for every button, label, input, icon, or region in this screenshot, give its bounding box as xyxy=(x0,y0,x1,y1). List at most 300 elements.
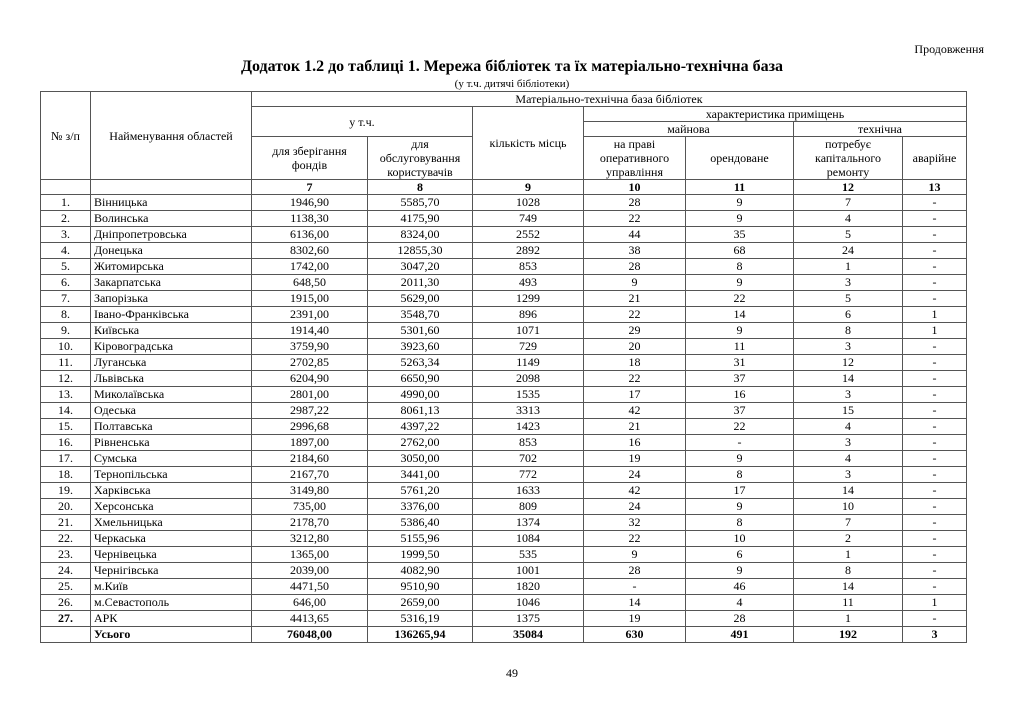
row-number: 5. xyxy=(41,259,91,275)
operational-count: 38 xyxy=(584,243,686,259)
service-area: 5316,19 xyxy=(368,611,473,627)
column-index: 7 xyxy=(252,180,368,195)
table-row xyxy=(41,291,967,307)
row-number: 2. xyxy=(41,211,91,227)
table-row xyxy=(41,195,967,211)
region-name: м.Київ xyxy=(91,579,252,595)
row-number: 9. xyxy=(41,323,91,339)
repair-count: 5 xyxy=(794,227,903,243)
seats-count: 1149 xyxy=(473,355,584,371)
header-seats: кількість місць xyxy=(473,107,584,180)
service-area: 5386,40 xyxy=(368,515,473,531)
storage-area: 1365,00 xyxy=(252,547,368,563)
service-area: 3050,00 xyxy=(368,451,473,467)
emergency-count: - xyxy=(903,563,967,579)
repair-count: 12 xyxy=(794,355,903,371)
column-index: 9 xyxy=(473,180,584,195)
service-area: 5585,70 xyxy=(368,195,473,211)
emergency-count: - xyxy=(903,275,967,291)
seats-count: 2892 xyxy=(473,243,584,259)
repair-count: 2 xyxy=(794,531,903,547)
storage-area: 76048,00 xyxy=(252,627,368,643)
column-index: 10 xyxy=(584,180,686,195)
seats-count: 729 xyxy=(473,339,584,355)
header-operational: на праві оперативного управління xyxy=(584,137,686,180)
header-incl: у т.ч. xyxy=(252,107,473,137)
storage-area: 4413,65 xyxy=(252,611,368,627)
storage-area: 6136,00 xyxy=(252,227,368,243)
repair-count: 3 xyxy=(794,339,903,355)
region-name: Тернопільська xyxy=(91,467,252,483)
repair-count: 4 xyxy=(794,451,903,467)
repair-count: 1 xyxy=(794,611,903,627)
storage-area: 2987,22 xyxy=(252,403,368,419)
storage-area: 1915,00 xyxy=(252,291,368,307)
storage-area: 646,00 xyxy=(252,595,368,611)
header-rented: орендоване xyxy=(686,137,794,180)
seats-count: 2552 xyxy=(473,227,584,243)
seats-count: 1028 xyxy=(473,195,584,211)
region-name: Чернігівська xyxy=(91,563,252,579)
rented-count: 16 xyxy=(686,387,794,403)
row-number: 6. xyxy=(41,275,91,291)
region-name: Дніпропетровська xyxy=(91,227,252,243)
region-name: Київська xyxy=(91,323,252,339)
emergency-count: - xyxy=(903,387,967,403)
emergency-count: 3 xyxy=(903,627,967,643)
service-area: 4397,22 xyxy=(368,419,473,435)
header-emergency: аварійне xyxy=(903,137,967,180)
service-area: 3548,70 xyxy=(368,307,473,323)
seats-count: 772 xyxy=(473,467,584,483)
service-area: 9510,90 xyxy=(368,579,473,595)
operational-count: 19 xyxy=(584,611,686,627)
storage-area: 735,00 xyxy=(252,499,368,515)
seats-count: 1374 xyxy=(473,515,584,531)
service-area: 4990,00 xyxy=(368,387,473,403)
repair-count: 1 xyxy=(794,259,903,275)
storage-area: 8302,60 xyxy=(252,243,368,259)
table-row xyxy=(41,403,967,419)
storage-area: 2178,70 xyxy=(252,515,368,531)
rented-count: 46 xyxy=(686,579,794,595)
operational-count: 22 xyxy=(584,371,686,387)
page-subtitle: (у т.ч. дитячі бібліотеки) xyxy=(454,78,570,90)
emergency-count: - xyxy=(903,547,967,563)
emergency-count: 1 xyxy=(903,595,967,611)
column-index: 13 xyxy=(903,180,967,195)
service-area: 2659,00 xyxy=(368,595,473,611)
table-row xyxy=(41,483,967,499)
emergency-count: - xyxy=(903,403,967,419)
region-name: Львівська xyxy=(91,371,252,387)
header-material-base: Матеріально-технічна база бібліотек xyxy=(252,92,967,107)
operational-count: 17 xyxy=(584,387,686,403)
seats-count: 1071 xyxy=(473,323,584,339)
libraries-table xyxy=(40,91,967,643)
seats-count: 896 xyxy=(473,307,584,323)
region-name: м.Севастополь xyxy=(91,595,252,611)
row-number: 1. xyxy=(41,195,91,211)
rented-count: 22 xyxy=(686,419,794,435)
table-row xyxy=(41,371,967,387)
header-region: Найменування областей xyxy=(91,92,252,180)
emergency-count: - xyxy=(903,291,967,307)
page-number: 49 xyxy=(506,666,518,680)
service-area: 8324,00 xyxy=(368,227,473,243)
seats-count: 1423 xyxy=(473,419,584,435)
service-area: 3047,20 xyxy=(368,259,473,275)
storage-area: 2184,60 xyxy=(252,451,368,467)
repair-count: 4 xyxy=(794,211,903,227)
storage-area: 648,50 xyxy=(252,275,368,291)
repair-count: 6 xyxy=(794,307,903,323)
storage-area: 2039,00 xyxy=(252,563,368,579)
row-number: 14. xyxy=(41,403,91,419)
table-row xyxy=(41,323,967,339)
rented-count: 9 xyxy=(686,323,794,339)
seats-count: 702 xyxy=(473,451,584,467)
rented-count: 4 xyxy=(686,595,794,611)
header-service: для обслуговування користувачів xyxy=(368,137,473,180)
repair-count: 7 xyxy=(794,515,903,531)
row-number: 13. xyxy=(41,387,91,403)
region-name: Кіровоградська xyxy=(91,339,252,355)
seats-count: 1633 xyxy=(473,483,584,499)
operational-count: 9 xyxy=(584,275,686,291)
operational-count: 18 xyxy=(584,355,686,371)
operational-count: 22 xyxy=(584,307,686,323)
table-row xyxy=(41,531,967,547)
row-number xyxy=(41,627,91,643)
repair-count: 14 xyxy=(794,579,903,595)
page-title: Додаток 1.2 до таблиці 1. Мережа бібліотек та їх матеріально-технічна база xyxy=(240,58,783,75)
table-row xyxy=(41,307,967,323)
emergency-count: - xyxy=(903,435,967,451)
region-name: Івано-Франківська xyxy=(91,307,252,323)
emergency-count: - xyxy=(903,355,967,371)
rented-count: 8 xyxy=(686,515,794,531)
repair-count: 14 xyxy=(794,483,903,499)
repair-count: 3 xyxy=(794,467,903,483)
emergency-count: - xyxy=(903,611,967,627)
column-index: 12 xyxy=(794,180,903,195)
rented-count: 28 xyxy=(686,611,794,627)
table-row xyxy=(41,547,967,563)
rented-count: 8 xyxy=(686,467,794,483)
storage-area: 2996,68 xyxy=(252,419,368,435)
seats-count: 1299 xyxy=(473,291,584,307)
seats-count: 1001 xyxy=(473,563,584,579)
repair-count: 8 xyxy=(794,323,903,339)
row-number: 21. xyxy=(41,515,91,531)
service-area: 2011,30 xyxy=(368,275,473,291)
rented-count: 491 xyxy=(686,627,794,643)
rented-count: 17 xyxy=(686,483,794,499)
row-number: 8. xyxy=(41,307,91,323)
operational-count: 9 xyxy=(584,547,686,563)
operational-count: 16 xyxy=(584,435,686,451)
emergency-count: - xyxy=(903,243,967,259)
storage-area: 2391,00 xyxy=(252,307,368,323)
region-name: Черкаська xyxy=(91,531,252,547)
row-number: 17. xyxy=(41,451,91,467)
table-row xyxy=(41,227,967,243)
operational-count: 42 xyxy=(584,403,686,419)
seats-count: 1375 xyxy=(473,611,584,627)
region-name: АРК xyxy=(91,611,252,627)
repair-count: 3 xyxy=(794,275,903,291)
operational-count: 28 xyxy=(584,259,686,275)
rented-count: 9 xyxy=(686,195,794,211)
column-index-row xyxy=(41,180,967,195)
storage-area: 3212,80 xyxy=(252,531,368,547)
emergency-count: 1 xyxy=(903,323,967,339)
service-area: 4175,90 xyxy=(368,211,473,227)
emergency-count: - xyxy=(903,227,967,243)
table-row xyxy=(41,467,967,483)
service-area: 6650,90 xyxy=(368,371,473,387)
repair-count: 24 xyxy=(794,243,903,259)
table-row xyxy=(41,563,967,579)
service-area: 8061,13 xyxy=(368,403,473,419)
seats-count: 1820 xyxy=(473,579,584,595)
row-number: 11. xyxy=(41,355,91,371)
region-name: Полтавська xyxy=(91,419,252,435)
rented-count: 9 xyxy=(686,275,794,291)
rented-count: 68 xyxy=(686,243,794,259)
table-row xyxy=(41,579,967,595)
service-area: 12855,30 xyxy=(368,243,473,259)
storage-area: 2167,70 xyxy=(252,467,368,483)
emergency-count: - xyxy=(903,195,967,211)
row-number: 3. xyxy=(41,227,91,243)
repair-count: 14 xyxy=(794,371,903,387)
seats-count: 853 xyxy=(473,259,584,275)
emergency-count: - xyxy=(903,483,967,499)
service-area: 2762,00 xyxy=(368,435,473,451)
emergency-count: - xyxy=(903,259,967,275)
operational-count: 42 xyxy=(584,483,686,499)
service-area: 5629,00 xyxy=(368,291,473,307)
repair-count: 11 xyxy=(794,595,903,611)
table-body xyxy=(41,195,967,643)
service-area: 4082,90 xyxy=(368,563,473,579)
header-property: майнова xyxy=(584,122,794,137)
row-number: 18. xyxy=(41,467,91,483)
rented-count: 9 xyxy=(686,563,794,579)
total-row xyxy=(41,627,967,643)
service-area: 5761,20 xyxy=(368,483,473,499)
repair-count: 10 xyxy=(794,499,903,515)
table-row xyxy=(41,611,967,627)
table-row xyxy=(41,595,967,611)
region-name: Волинська xyxy=(91,211,252,227)
rented-count: 8 xyxy=(686,259,794,275)
row-number: 12. xyxy=(41,371,91,387)
repair-count: 5 xyxy=(794,291,903,307)
rented-count: 22 xyxy=(686,291,794,307)
row-number: 24. xyxy=(41,563,91,579)
emergency-count: - xyxy=(903,211,967,227)
repair-count: 8 xyxy=(794,563,903,579)
row-number: 15. xyxy=(41,419,91,435)
table-row xyxy=(41,259,967,275)
region-name: Херсонська xyxy=(91,499,252,515)
seats-count: 853 xyxy=(473,435,584,451)
operational-count: 21 xyxy=(584,419,686,435)
rented-count: - xyxy=(686,435,794,451)
operational-count: 14 xyxy=(584,595,686,611)
header-num: № з/п xyxy=(41,92,91,180)
table-row xyxy=(41,451,967,467)
region-name: Чернівецька xyxy=(91,547,252,563)
region-name: Закарпатська xyxy=(91,275,252,291)
seats-count: 35084 xyxy=(473,627,584,643)
operational-count: 24 xyxy=(584,467,686,483)
operational-count: 21 xyxy=(584,291,686,307)
storage-area: 1742,00 xyxy=(252,259,368,275)
seats-count: 749 xyxy=(473,211,584,227)
operational-count: 22 xyxy=(584,531,686,547)
seats-count: 493 xyxy=(473,275,584,291)
service-area: 5155,96 xyxy=(368,531,473,547)
region-name: Запорізька xyxy=(91,291,252,307)
repair-count: 7 xyxy=(794,195,903,211)
column-index-blank xyxy=(91,180,252,195)
operational-count: 28 xyxy=(584,195,686,211)
table-row xyxy=(41,339,967,355)
region-name: Сумська xyxy=(91,451,252,467)
service-area: 1999,50 xyxy=(368,547,473,563)
operational-count: 19 xyxy=(584,451,686,467)
operational-count: 28 xyxy=(584,563,686,579)
rented-count: 10 xyxy=(686,531,794,547)
row-number: 20. xyxy=(41,499,91,515)
operational-count: 29 xyxy=(584,323,686,339)
table-row xyxy=(41,499,967,515)
service-area: 3923,60 xyxy=(368,339,473,355)
row-number: 4. xyxy=(41,243,91,259)
storage-area: 1897,00 xyxy=(252,435,368,451)
header-storage: для зберігання фондів xyxy=(252,137,368,180)
repair-count: 3 xyxy=(794,435,903,451)
rented-count: 14 xyxy=(686,307,794,323)
operational-count: - xyxy=(584,579,686,595)
header-technical: технічна xyxy=(794,122,967,137)
rented-count: 37 xyxy=(686,371,794,387)
repair-count: 15 xyxy=(794,403,903,419)
emergency-count: 1 xyxy=(903,307,967,323)
rented-count: 9 xyxy=(686,451,794,467)
service-area: 136265,94 xyxy=(368,627,473,643)
emergency-count: - xyxy=(903,451,967,467)
seats-count: 3313 xyxy=(473,403,584,419)
emergency-count: - xyxy=(903,499,967,515)
table-row xyxy=(41,275,967,291)
storage-area: 1946,90 xyxy=(252,195,368,211)
row-number: 22. xyxy=(41,531,91,547)
row-number: 16. xyxy=(41,435,91,451)
repair-count: 3 xyxy=(794,387,903,403)
region-name: Харківська xyxy=(91,483,252,499)
operational-count: 44 xyxy=(584,227,686,243)
row-number: 23. xyxy=(41,547,91,563)
repair-count: 1 xyxy=(794,547,903,563)
region-name: Житомирська xyxy=(91,259,252,275)
table-row xyxy=(41,419,967,435)
seats-count: 535 xyxy=(473,547,584,563)
seats-count: 1084 xyxy=(473,531,584,547)
storage-area: 2801,00 xyxy=(252,387,368,403)
emergency-count: - xyxy=(903,515,967,531)
service-area: 3441,00 xyxy=(368,467,473,483)
emergency-count: - xyxy=(903,339,967,355)
service-area: 5263,34 xyxy=(368,355,473,371)
header-repair: потребує капітального ремонту xyxy=(794,137,903,180)
table-row xyxy=(41,515,967,531)
storage-area: 1914,40 xyxy=(252,323,368,339)
column-index: 11 xyxy=(686,180,794,195)
region-name: Вінницька xyxy=(91,195,252,211)
rented-count: 9 xyxy=(686,211,794,227)
service-area: 3376,00 xyxy=(368,499,473,515)
storage-area: 1138,30 xyxy=(252,211,368,227)
storage-area: 4471,50 xyxy=(252,579,368,595)
repair-count: 4 xyxy=(794,419,903,435)
seats-count: 2098 xyxy=(473,371,584,387)
region-name: Рівненська xyxy=(91,435,252,451)
column-index-blank xyxy=(41,180,91,195)
seats-count: 809 xyxy=(473,499,584,515)
emergency-count: - xyxy=(903,579,967,595)
operational-count: 20 xyxy=(584,339,686,355)
service-area: 5301,60 xyxy=(368,323,473,339)
row-number: 10. xyxy=(41,339,91,355)
table-row xyxy=(41,211,967,227)
region-name: Усього xyxy=(91,627,252,643)
operational-count: 22 xyxy=(584,211,686,227)
emergency-count: - xyxy=(903,419,967,435)
row-number: 25. xyxy=(41,579,91,595)
emergency-count: - xyxy=(903,371,967,387)
table-row xyxy=(41,243,967,259)
table-header xyxy=(41,92,967,195)
table-row xyxy=(41,435,967,451)
region-name: Луганська xyxy=(91,355,252,371)
storage-area: 6204,90 xyxy=(252,371,368,387)
row-number: 19. xyxy=(41,483,91,499)
rented-count: 9 xyxy=(686,499,794,515)
region-name: Хмельницька xyxy=(91,515,252,531)
repair-count: 192 xyxy=(794,627,903,643)
region-name: Миколаївська xyxy=(91,387,252,403)
storage-area: 2702,85 xyxy=(252,355,368,371)
row-number: 7. xyxy=(41,291,91,307)
table-row xyxy=(41,355,967,371)
column-index: 8 xyxy=(368,180,473,195)
header-characteristics: характеристика приміщень xyxy=(584,107,967,122)
row-number: 27. xyxy=(41,611,91,627)
operational-count: 32 xyxy=(584,515,686,531)
storage-area: 3149,80 xyxy=(252,483,368,499)
rented-count: 11 xyxy=(686,339,794,355)
rented-count: 31 xyxy=(686,355,794,371)
region-name: Донецька xyxy=(91,243,252,259)
table-row xyxy=(41,387,967,403)
row-number: 26. xyxy=(41,595,91,611)
continuation-label: Продовження xyxy=(914,42,984,56)
